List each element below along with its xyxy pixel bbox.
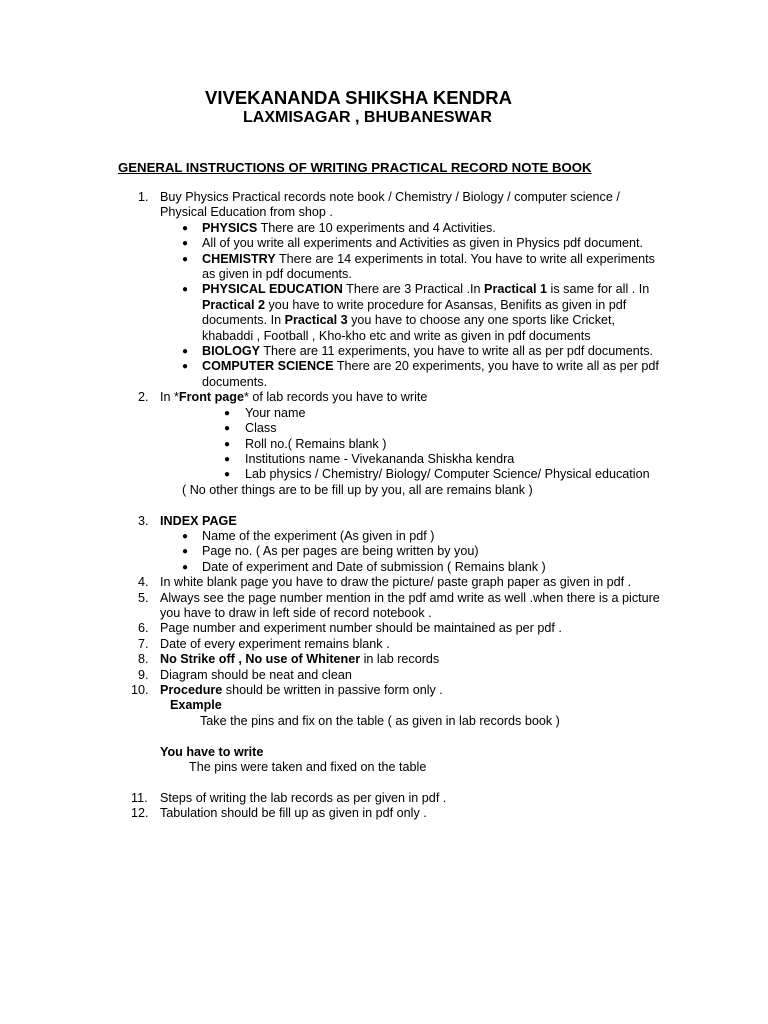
index-page-bullet: ● Date of experiment and Date of submission ( Remains blank ) — [0, 560, 662, 575]
bullet-text: you have to write procedure for Asansas, Benifits as given in pdf documents. In — [202, 297, 627, 328]
example-label: Example — [170, 698, 222, 713]
practical-3-label: Practical 3 — [284, 313, 348, 328]
bullet-label: BIOLOGY — [202, 344, 261, 359]
list-item-2 — [0, 390, 660, 405]
index-page-label: INDEX PAGE — [160, 513, 237, 528]
list-number: 2. — [138, 390, 149, 405]
bullet-label: PHYSICAL EDUCATION — [202, 282, 343, 297]
front-page-note: ( No other things are to be fill up by you, all are remains blank ) — [182, 482, 533, 497]
list-number: 4. — [138, 575, 149, 590]
list-text: should be written in passive form only . — [222, 682, 443, 697]
bullet-label: CHEMISTRY — [202, 251, 276, 266]
bullet-text: There are 3 Practical .In — [342, 282, 485, 297]
list-text: Tabulation should be fill up as given in pdf only . — [160, 806, 427, 821]
instructions-list — [0, 190, 768, 822]
list-number: 9. — [138, 667, 149, 682]
list-number: 3. — [138, 513, 149, 528]
list-item-4 — [0, 575, 660, 590]
list-number: 11. — [131, 790, 148, 805]
list-item-7 — [0, 637, 660, 652]
bullet-chemistry — [0, 252, 662, 283]
bullet-label: COMPUTER SCIENCE — [202, 359, 334, 374]
no-strike-label: No Strike off , No use of Whitener — [160, 652, 361, 667]
index-page-bullet: ● Name of the experiment (As given in pdf ) — [0, 529, 662, 544]
list-item-8 — [0, 652, 660, 667]
list-item-1 — [0, 190, 660, 221]
front-page-label: Front page — [178, 390, 244, 405]
list-item-12 — [0, 806, 660, 821]
you-have-to-write-label: You have to write — [160, 744, 264, 759]
list-item-10 — [0, 683, 660, 698]
bullet-label: PHYSICS — [202, 220, 258, 235]
practical-2-label: Practical 2 — [202, 297, 266, 312]
index-page-bullet: ● Page no. ( As per pages are being written by you) — [0, 544, 662, 559]
bullet-text: All of you write all experiments and Activities as given in Physics pdf document. — [202, 236, 643, 251]
bullet-text: There are 10 experiments and 4 Activities. — [257, 220, 496, 235]
front-page-bullet: ● Institutions name - Vivekananda Shiskha kendra — [0, 452, 665, 467]
school-location: LAXMISAGAR , BHUBANESWAR — [243, 109, 492, 126]
list-number: 10. — [131, 682, 149, 697]
instructions-heading: GENERAL INSTRUCTIONS OF WRITING PRACTICAL RECORD NOTE BOOK — [118, 160, 592, 175]
list-text: In * — [160, 390, 179, 405]
practical-1-label: Practical 1 — [484, 282, 548, 297]
bullet-computer-science — [0, 359, 662, 390]
list-number: 6. — [138, 621, 149, 636]
list-number: 1. — [138, 190, 149, 204]
bullet-text: you have to choose any one sports like Cricket, khabaddi , Football , Kho-kho etc and write as given in pdf documents — [202, 313, 616, 343]
example-text: Take the pins and fix on the table ( as given in lab records book ) — [200, 713, 560, 728]
you-have-to-write-text: The pins were taken and fixed on the table — [189, 760, 427, 774]
bullet-text: There are 11 experiments, you have to write all as per pdf documents. — [260, 344, 654, 359]
bullet-physical-education — [0, 282, 662, 344]
list-item-6 — [0, 621, 660, 636]
list-text: Always see the page number mention in the pdf amd write as well .when there is a picture you have to draw in left side of record notebook . — [160, 590, 660, 620]
list-item-5 — [0, 591, 660, 622]
front-page-bullet: ● Roll no.( Remains blank ) — [0, 437, 665, 452]
bullet-all-experiments — [0, 236, 662, 251]
procedure-label: Procedure — [160, 682, 223, 697]
list-text: Date of every experiment remains blank . — [160, 636, 390, 651]
bullet-text: There are 20 experiments, you have to write all as per pdf documents. — [202, 359, 659, 389]
list-text: in lab records — [360, 652, 440, 667]
list-text: Diagram should be neat and clean — [160, 667, 352, 682]
list-number: 8. — [138, 652, 149, 667]
list-item-9 — [0, 668, 660, 683]
list-number: 7. — [138, 636, 149, 651]
bullet-text: There are 14 experiments in total. You have to write all experiments as given in pdf documents. — [202, 251, 655, 282]
list-item-11 — [0, 791, 660, 806]
front-page-bullet: ● Lab physics / Chemistry/ Biology/ Computer Science/ Physical education — [0, 467, 665, 482]
front-page-bullet: ● Your name — [0, 406, 665, 421]
list-text: Buy Physics Practical records note book / Chemistry / Biology / computer science / Physical Education from shop . — [160, 190, 620, 220]
list-text: * of lab records you have to write — [243, 390, 428, 405]
school-name: VIVEKANANDA SHIKSHA KENDRA — [205, 87, 512, 108]
list-number: 12. — [131, 806, 149, 821]
bullet-biology — [0, 344, 662, 359]
list-item-3 — [0, 514, 660, 529]
list-number: 5. — [138, 590, 149, 605]
list-text: Steps of writing the lab records as per given in pdf . — [160, 790, 447, 805]
bullet-text: is same for all . In — [547, 282, 650, 297]
bullet-physics — [0, 221, 662, 236]
list-text: In white blank page you have to draw the picture/ paste graph paper as given in pdf . — [160, 575, 632, 590]
list-text: Page number and experiment number should be maintained as per pdf . — [160, 621, 562, 636]
front-page-bullet: ● Class — [0, 421, 665, 436]
